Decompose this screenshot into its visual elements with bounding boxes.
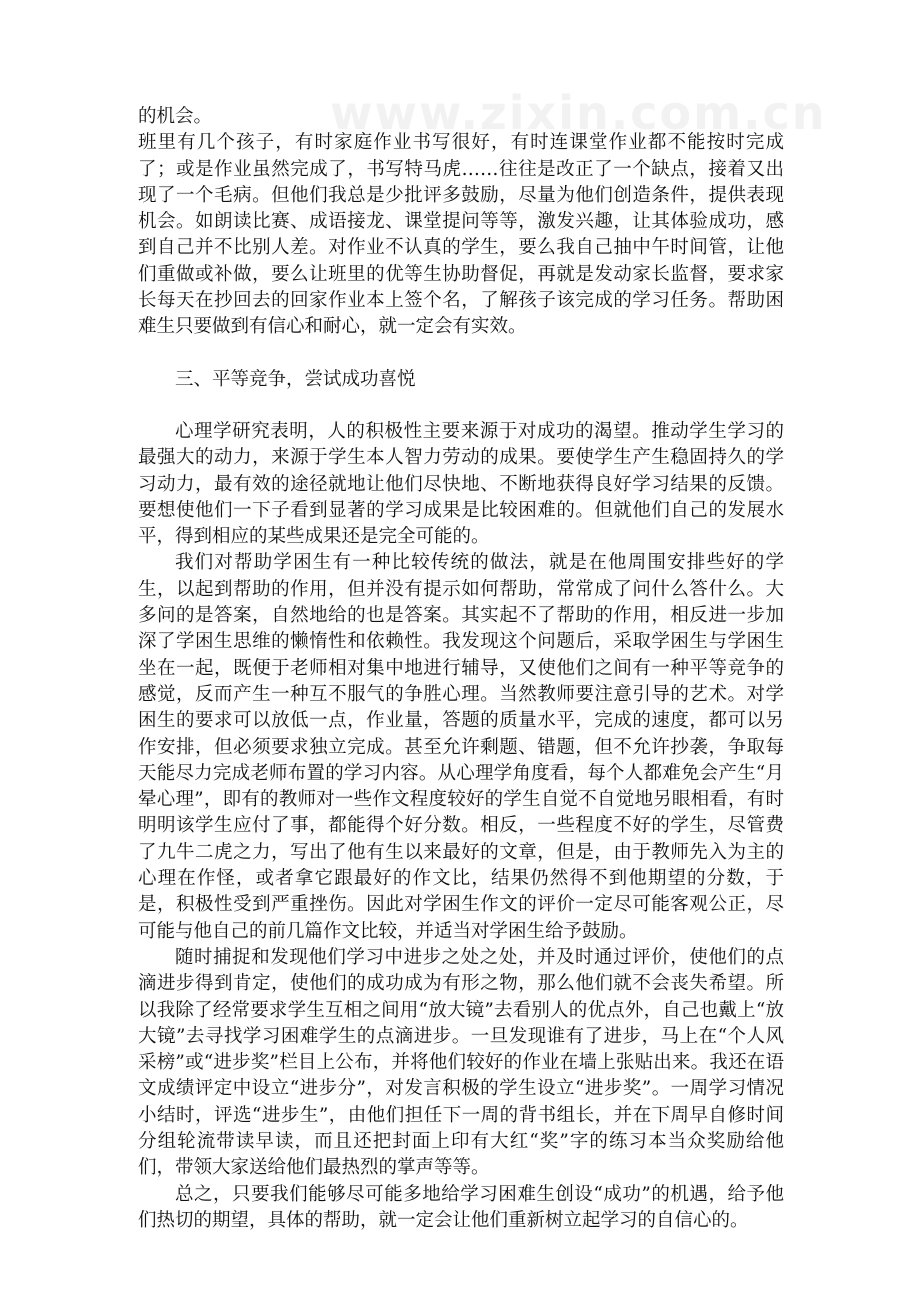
watermark: www.zixin.com.cn [330, 86, 827, 140]
paragraph-progress-recognition: 随时捕捉和发现他们学习中进步之处之处，并及时通过评价，使他们的点滴进步得到肯定，使他们的成功成为有形之物，那么他们就不会丧失希望。所以我除了经常要求学生互相之间用“放大镜”去看别人的优点外，自己也戴上“放大镜”去寻找学习困难学生的点滴进步。一旦发现谁有了进步，马上在“个人风采榜”或“进步奖”栏目上公布，并将他们较好的作业在墙上张贴出来。我还在语文成绩评定中设立“进步分”，对发言积极的学生设立“进步奖”。一周学习情况小结时，评选“进步生”，由他们担任下一周的背书组长，并在下周早自修时间分组轮流带读早读，而且还把封面上印有大红“奖”字的练习本当众奖励给他们，带领大家送给他们最热烈的掌声等等。 [138, 946, 784, 1179]
paragraph-continuation: 的机会。 [138, 106, 213, 127]
paragraph-struggling-students: 班里有几个孩子，有时家庭作业书写很好，有时连课堂作业都不能按时完成了；或是作业虽然完成了，书写特马虎……往往是改正了一个缺点，接着又出现了一个毛病。但他们我总是少批评多鼓励，尽量为他们创造条件，提供表现机会。如朗读比赛、成语接龙、课堂提问等等，激发兴趣，让其体验成功，感到自己并不比别人差。对作业不认真的学生，要么我自己抽中午时间管，让他们重做或补做，要么让班里的优等生协助督促，再就是发动家长监督，要求家长每天在抄回去的回家作业本上签个名，了解孩子该完成的学习任务。帮助困难生只要做到有信心和耐心，就一定会有实效。 [138, 132, 784, 338]
paragraph-traditional-method: 我们对帮助学困生有一种比较传统的做法，就是在他周围安排些好的学生，以起到帮助的作用，但并没有提示如何帮助，常常成了问什么答什么。大多问的是答案，自然地给的也是答案。其实起不了帮助的作用，相反进一步加深了学困生思维的懒惰性和依赖性。我发现这个问题后，采取学困生与学困生坐在一起，既便于老师相对集中地进行辅导，又使他们之间有一种平等竞争的感觉，反而产生一种互不服气的争胜心理。当然教师要注意引导的艺术。对学困生的要求可以放低一点，作业量，答题的质量水平，完成的速度，都可以另作安排，但必须要求独立完成。甚至允许剩题、错题，但不允许抄袭，争取每天能尽力完成老师布置的学习内容。从心理学角度看，每个人都难免会产生“月晕心理”，即有的教师对一些作文程度较好的学生自觉不自觉地另眼相看，有时明明该学生应付了事，都能得个好分数。相反，一些程度不好的学生，尽管费了九牛二虎之力，写出了他有生以来最好的文章，但是，由于教师先入为主的心理在作怪，或者拿它跟最好的作文比，结果仍然得不到他期望的分数，于是，积极性受到严重挫伤。因此对学困生作文的评价一定尽可能客观公正，尽可能与他自己的前几篇作文比较，并适当对学困生给予鼓励。 [138, 552, 784, 942]
section-heading: 三、平等竞争，尝试成功喜悦 [175, 368, 416, 390]
paragraph-psychology-research: 心理学研究表明，人的积极性主要来源于对成功的渴望。推动学生学习的最强大的动力，来源于学生本人智力劳动的成果。要使学生产生稳固持久的学习动力，最有效的途径就地让他们尽快地、不断地获得良好学习结果的反馈。要想使他们一下子看到显著的学习成果是比较困难的。但就他们自己的发展水平，得到相应的某些成果还是完全可能的。 [138, 420, 784, 548]
paragraph-conclusion: 总之，只要我们能够尽可能多地给学习困难生创设“成功”的机遇，给予他们热切的期望，具体的帮助，就一定会让他们重新树立起学习的自信心的。 [138, 1183, 784, 1231]
document-page [138, 104, 784, 1234]
